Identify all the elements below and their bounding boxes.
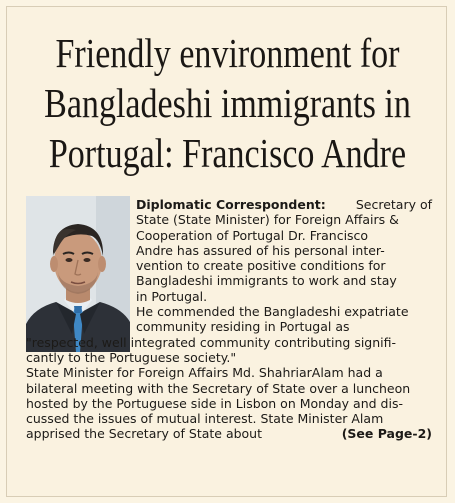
body-line: Bangladeshi immigrants to work and stay <box>136 273 397 289</box>
body-line: Cooperation of Portugal Dr. Francisco <box>136 227 369 243</box>
body-line: State (State Minister) for Foreign Affairs & <box>136 212 399 228</box>
body-line: cantly to the Portuguese society." <box>26 349 237 365</box>
byline: Diplomatic Correspondent: <box>136 197 326 212</box>
body-line <box>26 426 432 441</box>
body-line-text: apprised the Secretary of State about <box>26 426 263 442</box>
article-headline <box>39 28 417 178</box>
headline-line: Friendly environment for <box>55 30 400 76</box>
headline-line: Bangladeshi immigrants in <box>44 80 411 126</box>
body-line: Andre has assured of his personal inter- <box>136 242 385 258</box>
body-line: in Portugal. <box>136 288 208 304</box>
body-line: cussed the issues of mutual interest. State Minister Alam <box>26 411 384 427</box>
body-line: bilateral meeting with the Secretary of State over a luncheon <box>26 380 411 396</box>
body-line: State Minister for Foreign Affairs Md. ShahriarAlam had a <box>26 365 383 381</box>
body-line: "respected, well integrated community contributing signifi- <box>26 334 397 350</box>
body-line: He commended the Bangladeshi expatriate <box>136 304 409 320</box>
continued-reference: (See Page-2) <box>341 426 432 442</box>
body-line-text: Secretary of <box>355 197 432 212</box>
headline-line: Portugal: Francisco Andre <box>48 130 407 176</box>
article-body <box>26 197 432 442</box>
body-line: community residing in Portugal as <box>136 319 350 335</box>
body-line: hosted by the Portuguese side in Lisbon on Monday and dis- <box>26 395 403 411</box>
body-line <box>26 197 432 212</box>
body-line: vention to create positive conditions for <box>136 258 386 274</box>
